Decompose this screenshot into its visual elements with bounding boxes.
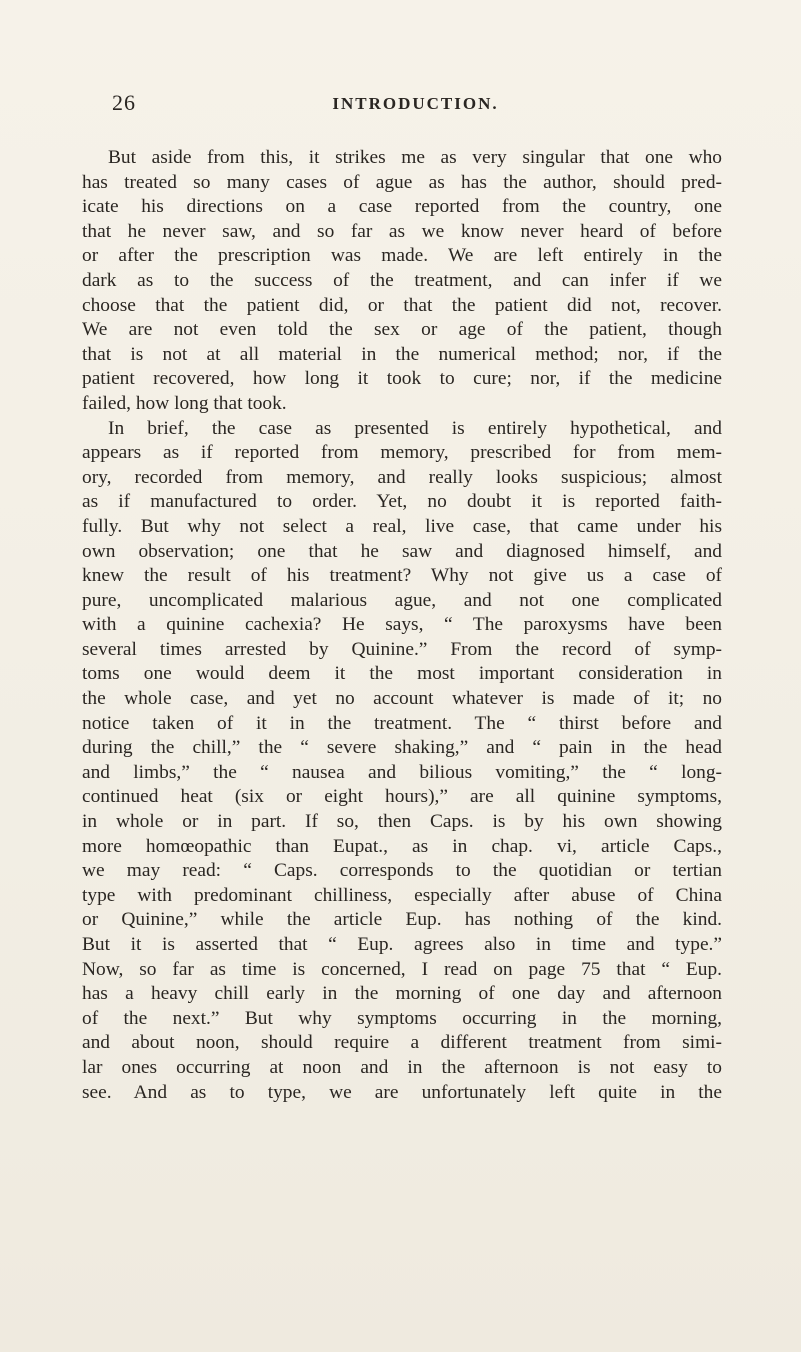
page-number: 26: [112, 90, 136, 115]
text-line: lar ones occurring at noon and in the afternoon is not easy to: [82, 1056, 722, 1078]
text-line: In brief, the case as presented is entirely hypothetical, and: [108, 417, 722, 439]
text-line: as if manufactured to order. Yet, no doubt it is reported faith-: [82, 491, 722, 513]
text-line: has treated so many cases of ague as has the author, should pred-: [82, 171, 722, 193]
text-line: with a quinine cachexia? He says, “ The paroxysms have been: [82, 614, 722, 636]
running-head: INTRODUCTION.: [332, 94, 499, 113]
text-line: pure, uncomplicated malarious ague, and not one complicated: [82, 589, 722, 611]
text-line: toms one would deem it the most important consideration in: [82, 663, 722, 685]
text-line: we may read: “ Caps. corresponds to the quotidian or tertian: [82, 860, 722, 882]
text-line: ory, recorded from memory, and really looks suspicious; almost: [82, 466, 722, 488]
text-line: during the chill,” the “ severe shaking,” and “ pain in the head: [82, 737, 722, 759]
text-line: dark as to the success of the treatment, and can infer if we: [82, 269, 722, 291]
text-line: or Quinine,” while the article Eup. has nothing of the kind.: [82, 909, 722, 931]
text-line: choose that the patient did, or that the patient did not, recover.: [82, 294, 722, 316]
text-line: notice taken of it in the treatment. The “ thirst before and: [82, 712, 722, 734]
text-line: several times arrested by Quinine.” From the record of symp-: [82, 638, 722, 660]
text-line: appears as if reported from memory, prescribed for from mem-: [82, 442, 722, 464]
text-line: and limbs,” the “ nausea and bilious vomiting,” the “ long-: [82, 761, 722, 783]
page-header: [112, 90, 719, 120]
text-line: patient recovered, how long it took to cure; nor, if the medicine: [82, 368, 722, 390]
text-line: icate his directions on a case reported from the country, one: [82, 196, 722, 218]
text-line: or after the prescription was made. We are left entirely in the: [82, 245, 722, 267]
text-line: fully. But why not select a real, live case, that came under his: [82, 515, 722, 537]
text-line: in whole or in part. If so, then Caps. is by his own showing: [82, 811, 722, 833]
text-line: failed, how long that took.: [82, 392, 287, 414]
text-line: the whole case, and yet no account whatever is made of it; no: [82, 688, 722, 710]
text-line: has a heavy chill early in the morning of one day and afternoon: [82, 983, 722, 1005]
text-line: We are not even told the sex or age of the patient, though: [82, 319, 722, 341]
text-line: see. And as to type, we are unfortunately left quite in the: [82, 1081, 722, 1103]
text-line: type with predominant chilliness, especially after abuse of China: [82, 884, 722, 906]
body-text: [82, 146, 722, 1105]
text-line: Now, so far as time is concerned, I read on page 75 that “ Eup.: [82, 958, 722, 980]
text-line: that he never saw, and so far as we know never heard of before: [82, 220, 722, 242]
text-line: of the next.” But why symptoms occurring in the morning,: [82, 1007, 722, 1029]
text-line: that is not at all material in the numerical method; nor, if the: [82, 343, 722, 365]
text-line: more homœopathic than Eupat., as in chap. vi, article Caps.,: [82, 835, 722, 857]
text-line: knew the result of his treatment? Why not give us a case of: [82, 565, 722, 587]
text-line: But aside from this, it strikes me as very singular that one who: [108, 147, 722, 168]
text-line: own observation; one that he saw and diagnosed himself, and: [82, 540, 722, 562]
text-line: But it is asserted that “ Eup. agrees also in time and type.”: [82, 934, 722, 955]
text-line: and about noon, should require a different treatment from simi-: [82, 1032, 722, 1054]
text-line: continued heat (six or eight hours),” are all quinine symptoms,: [82, 786, 722, 808]
